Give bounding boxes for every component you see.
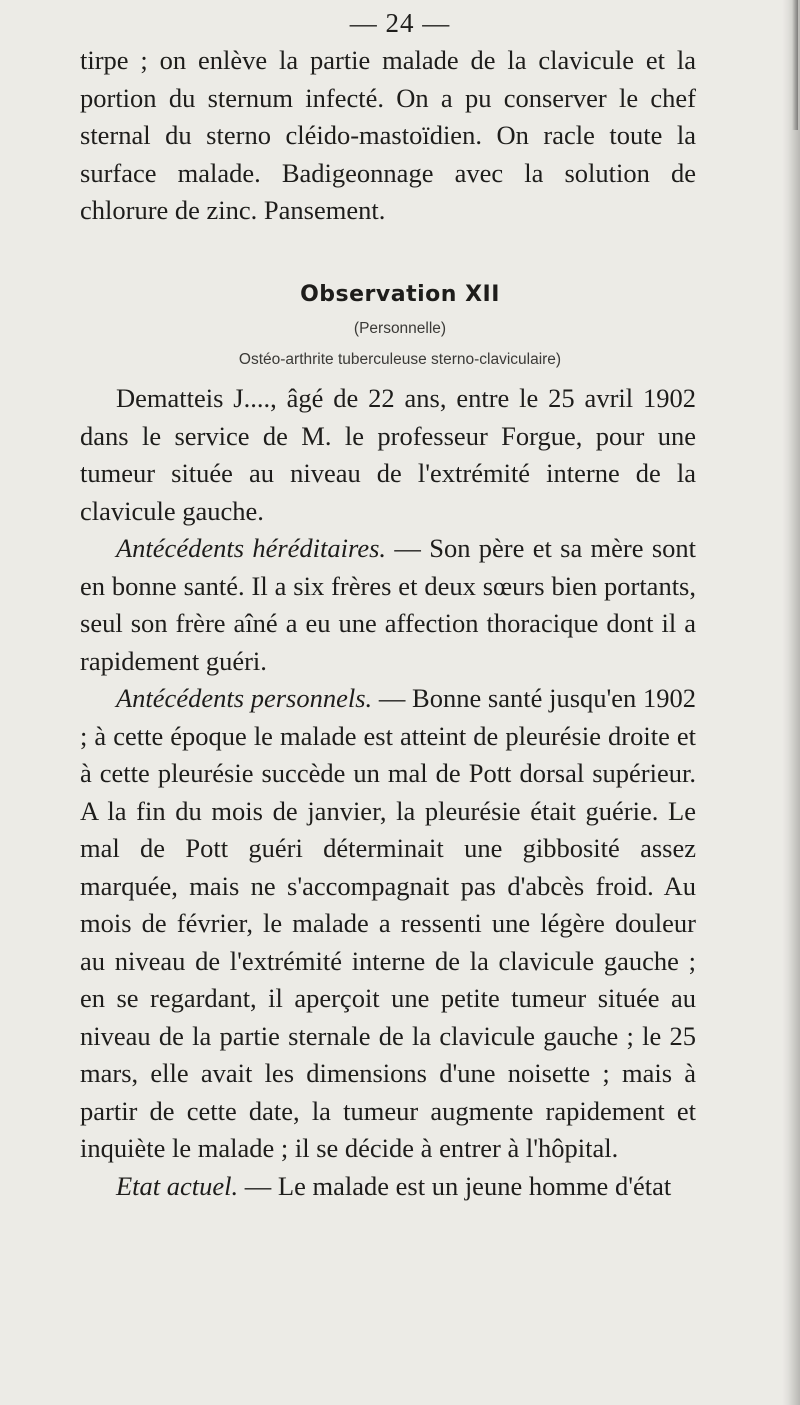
current-state-text: — Le malade est un jeune homme d'état (238, 1170, 672, 1201)
observation-title: Observation XII (300, 282, 500, 307)
top-paragraph: tirpe ; on enlève la partie malade de la clavicule et la portion du sternum infecté. On a pu conserver le chef sternal du sterno cléido-mastoïdien. On racle toute la surface malade. Badigeonnage avec la solution de chlorure de zinc. Pansement. (80, 45, 696, 225)
current-state-paragraph (80, 1168, 696, 1206)
personal-label: Antécédents personnels. (116, 683, 373, 713)
hereditary-text: — Son père et sa mère sont en bonne santé. Il a six frères et deux sœurs bien portants, seul son frère aîné a eu une affection thoracique dont il a rapidement guéri. (80, 533, 696, 676)
current-state-label: Etat actuel. (116, 1170, 239, 1201)
top-paragraph-block (80, 42, 696, 230)
observation-body (80, 380, 696, 1205)
observation-description: Ostéo-arthrite tuberculeuse sterno-claviculaire) (238, 351, 562, 368)
hereditary-label: Antécédents héréditaires. (116, 533, 387, 563)
observation-subtitle: (Personnelle) (353, 320, 447, 337)
personal-text: — Bonne santé jusqu'en 1902 ; à cette époque le malade est atteint de pleurésie droite et à cette pleurésie succède un mal de Pott dorsal supérieur. A la fin du mois de janvier, la pleurésie était guérie. Le mal de Pott guéri déterminait une gibbosité assez marquée, mais ne s'accompagnait pas d'abcès froid. Au mois de février, le malade a ressenti une légère douleur au niveau de l'extrémité interne de la clavicule gauche ; en se regardant, il aperçoit une petite tumeur située au niveau de la partie sternale de la clavicule gauche ; le 25 mars, elle avait les dimensions d'une noisette ; mais à partir de cette date, la tumeur augmente rapidement et inquiète le malade ; il se décide à entrer à l'hôpital. (80, 683, 696, 1163)
hereditary-paragraph (80, 530, 696, 680)
intro-paragraph: Dematteis J...., âgé de 22 ans, entre le 25 avril 1902 dans le service de M. le professeur Forgue, pour une tumeur située au niveau de l'extrémité interne de la clavicule gauche. (80, 383, 696, 526)
personal-paragraph (80, 680, 696, 1168)
page-edge-shadow (782, 0, 800, 1405)
page-number: — 24 — (349, 8, 451, 38)
